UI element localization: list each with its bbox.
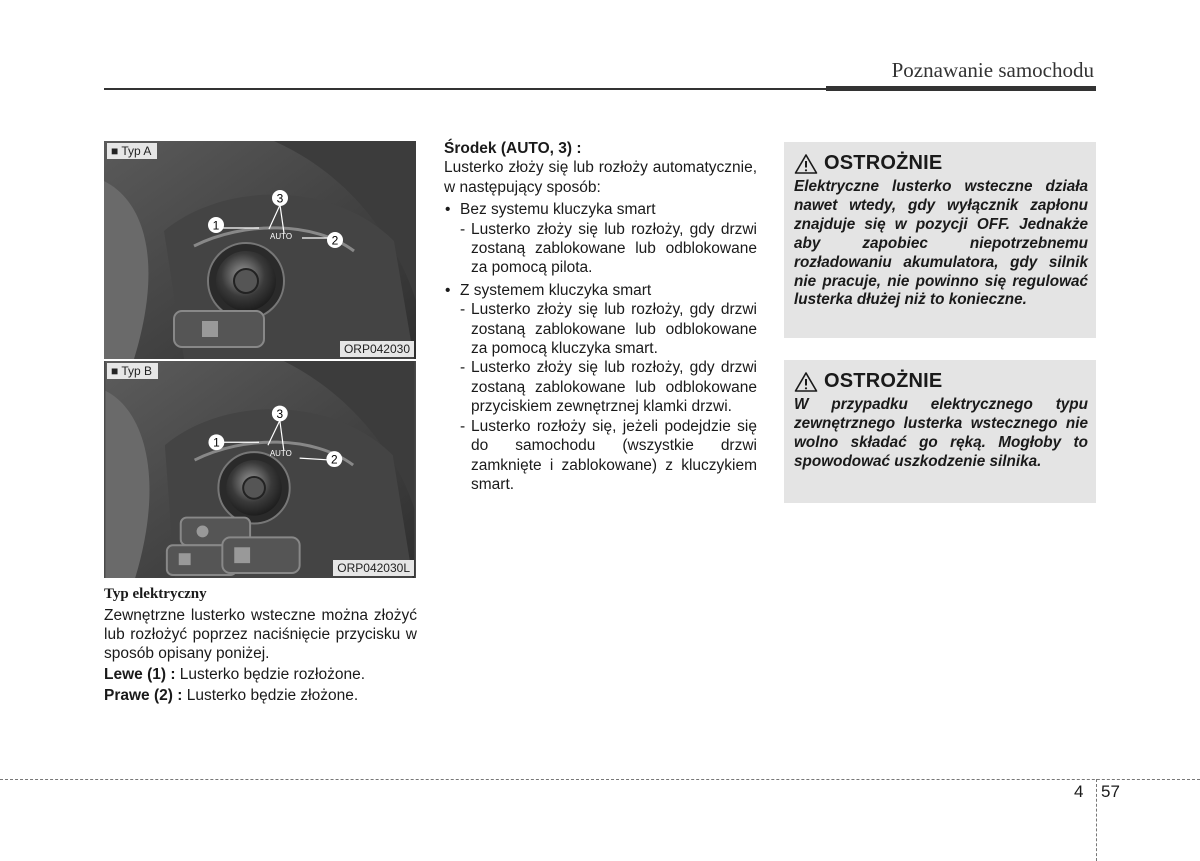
figure-code: ORP042030 (340, 341, 414, 357)
caution-title: OSTROŻNIE (824, 152, 943, 174)
callout-3-b (272, 406, 288, 422)
svg-text:3: 3 (276, 406, 284, 421)
left-column-text (104, 585, 417, 705)
mirror-switch-photo-a (104, 141, 416, 359)
caution-box (784, 360, 1096, 503)
auto-intro: Lusterko złoży się lub rozłoży automatycznie, w następujący sposób: (444, 159, 757, 196)
auto-switch-label: AUTO (269, 449, 292, 459)
caution-box (784, 142, 1096, 338)
caution-header (794, 152, 1088, 175)
prawe-line: Prawe (2) : Lusterko będzie złożone. (104, 687, 359, 704)
middle-column-text (444, 139, 757, 494)
svg-text:2: 2 (331, 233, 339, 248)
footer-rule (0, 779, 1200, 780)
auto-switch-label: AUTO (270, 232, 293, 241)
bullet-smart-key: • Z systemem kluczyka smart (444, 281, 757, 300)
footer-divider (1096, 779, 1097, 861)
callout-1-a (208, 217, 224, 233)
auto-heading: Środek (AUTO, 3) : (444, 140, 582, 157)
section-subheading: Typ elektryczny (104, 586, 207, 602)
dash-smart-key: - Lusterko złoży się lub rozłoży, gdy drzwi zostaną zablokowane lub odblokowane za pomocą kluczyka smart. (444, 300, 757, 358)
caution-title: OSTROŻNIE (824, 370, 943, 392)
figure-type-a (104, 141, 416, 359)
caution-header (794, 370, 1088, 393)
caution-text: W przypadku elektrycznego typu zewnętrznego lusterka wstecznego nie wolno składać go ręką. Mogłoby to spowodować uszkodzenie silnika. (794, 396, 1088, 470)
warning-triangle-icon (794, 153, 818, 175)
svg-text:2: 2 (331, 452, 338, 467)
dash-handle-button: - Lusterko złoży się lub rozłoży, gdy drzwi zostaną zablokowane lub odblokowane przyciskiem zewnętrznej klamki drzwi. (444, 358, 757, 416)
mirror-switch-photo-b (104, 361, 416, 578)
warning-triangle-icon (794, 371, 818, 393)
svg-text:1: 1 (212, 218, 220, 233)
callout-2-a (327, 232, 343, 248)
lewe-line: Lewe (1) : Lusterko będzie rozłożone. (104, 666, 366, 683)
chapter-number: 4 (1074, 782, 1084, 801)
callout-3-a (272, 190, 288, 206)
running-header-title: Poznawanie samochodu (891, 58, 1094, 82)
caution-text: Elektryczne lusterko wsteczne działa nawet wtedy, gdy wyłącznik zapłonu znajduje się w pozycji OFF. Jednakże aby zapobiec niepotrzebnemu rozładowaniu akumulatora, gdy silnik nie pracuje, nie powinno się regulować lusterka dłużej niż to konieczne. (794, 178, 1088, 309)
bullet-no-smart-key: • Bez systemu kluczyka smart (444, 200, 757, 219)
page-number: 57 (1101, 782, 1120, 801)
intro-paragraph: Zewnętrzne lusterko wsteczne można złożyć lub rozłożyć poprzez naciśnięcie przycisku w sposób opisany poniżej. (104, 607, 417, 662)
dash-approach: - Lusterko rozłoży się, jeżeli podejdzie się do samochodu (wszystkie drzwi zamknięte i zablokowane) z kluczykiem smart. (444, 417, 757, 495)
callout-1-b (208, 434, 224, 450)
svg-text:1: 1 (213, 435, 220, 450)
svg-text:3: 3 (276, 191, 284, 206)
figure-type-b (104, 359, 416, 578)
callout-2-b (326, 451, 342, 467)
header-rule-accent (826, 86, 1096, 91)
dash-remote: - Lusterko złoży się lub rozłoży, gdy drzwi zostaną zablokowane lub odblokowane za pomocą pilota. (444, 220, 757, 278)
figure-type-label: ■ Typ B (107, 363, 158, 379)
figure-type-label: ■ Typ A (107, 143, 157, 159)
figure-code: ORP042030L (333, 560, 414, 576)
